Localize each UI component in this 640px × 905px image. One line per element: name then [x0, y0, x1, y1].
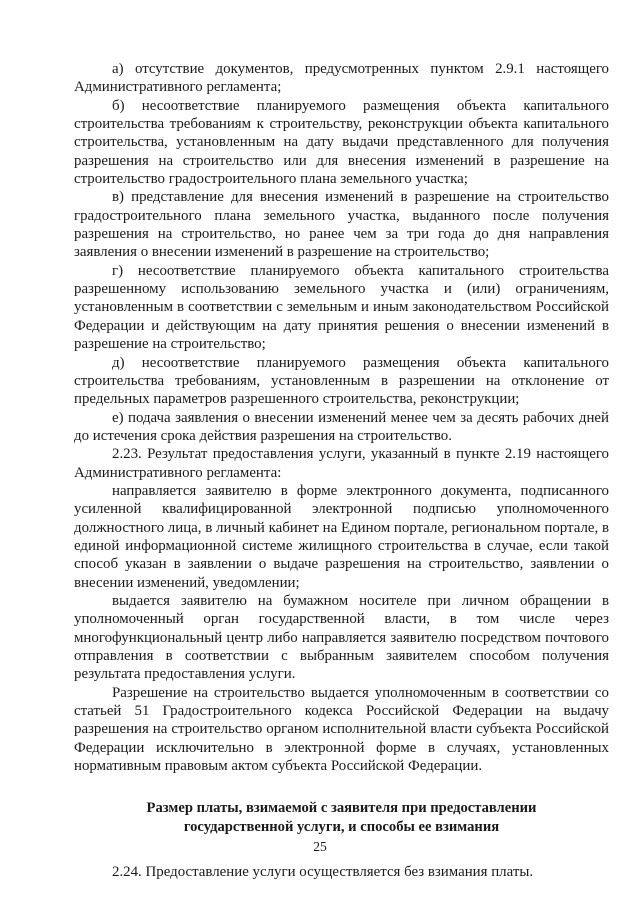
section-heading — [74, 799, 609, 836]
paragraph-paper-result: выдается заявителю на бумажном носителе при личном обращении в уполномоченный орган государственной власти, в том числе через многофункциональный центр либо направляется заявителю посредством почтового отправления в соответствии с выбранным заявителем способом получения результата предоставления услуги. — [74, 592, 609, 683]
paragraph-item-e: е) подача заявления о внесении изменений менее чем за десять рабочих дней до истечения срока действия разрешения на строительство. — [74, 409, 609, 444]
paragraph-item-d: д) несоответствие планируемого размещения объекта капитального строительства требованиям, установленным в разрешении на отклонение от предельных параметров разрешенного строительства, реконструкции; — [74, 354, 609, 408]
paragraph-item-v: в) представление для внесения изменений в разрешение на строительство градостроительного плана земельного участка, выданного после получения разрешения на строительство, но ранее чем за три года до дня направления заявления о внесении изменений в разрешение на строительство; — [74, 189, 609, 261]
section-heading-line-2: государственной услуги, и способы ее взимания — [183, 818, 500, 835]
paragraph-permit-issuance: Разрешение на строительство выдается уполномоченным в соответствии со статьей 51 Градостроительного кодекса Российской Федерации на выдачу разрешения на строительство органом исполнительной власти субъекта Российской Федерации исключительно в электронной форме в случаях, установленных нормативным правовым актом субъекта Российской Федерации. — [74, 684, 609, 775]
paragraph-2-23: 2.23. Результат предоставления услуги, указанный в пункте 2.19 настоящего Административного регламента: — [74, 446, 609, 481]
document-body — [74, 60, 609, 882]
page-number: 25 — [313, 839, 327, 854]
paragraph-item-g: г) несоответствие планируемого объекта капитального строительства разрешенному использованию земельного участка и (или) ограничениям, установленным в соответствии с земельным и иным законодательством Российской Федерации и действующим на дату принятия решения о внесении изменений в разрешение на строительство; — [74, 262, 609, 353]
paragraph-item-a: а) отсутствие документов, предусмотренных пунктом 2.9.1 настоящего Административного регламента; — [74, 61, 609, 96]
paragraph-item-b: б) несоответствие планируемого размещения объекта капитального строительства требованиям к строительству, реконструкции объекта капитального строительства, установленным на дату выдачи представленного для получения разрешения на строительство или для внесения изменений в разрешение на строительство градостроительного плана земельного участка; — [74, 97, 609, 188]
paragraph-2-24: 2.24. Предоставление услуги осуществляется без взимания платы. — [112, 864, 534, 881]
section-heading-line-1: Размер платы, взимаемой с заявителя при предоставлении — [146, 800, 537, 817]
paragraph-electronic-result: направляется заявителю в форме электронного документа, подписанного усиленной квалифицированной электронной подписью уполномоченного должностного лица, в личный кабинет на Едином портале, региональном портале, в единой информационной системе жилищного строительства в случае, если такой способ указан в заявлении о выдаче разрешения на строительство, заявлении о внесении изменений, уведомлении; — [74, 482, 609, 591]
